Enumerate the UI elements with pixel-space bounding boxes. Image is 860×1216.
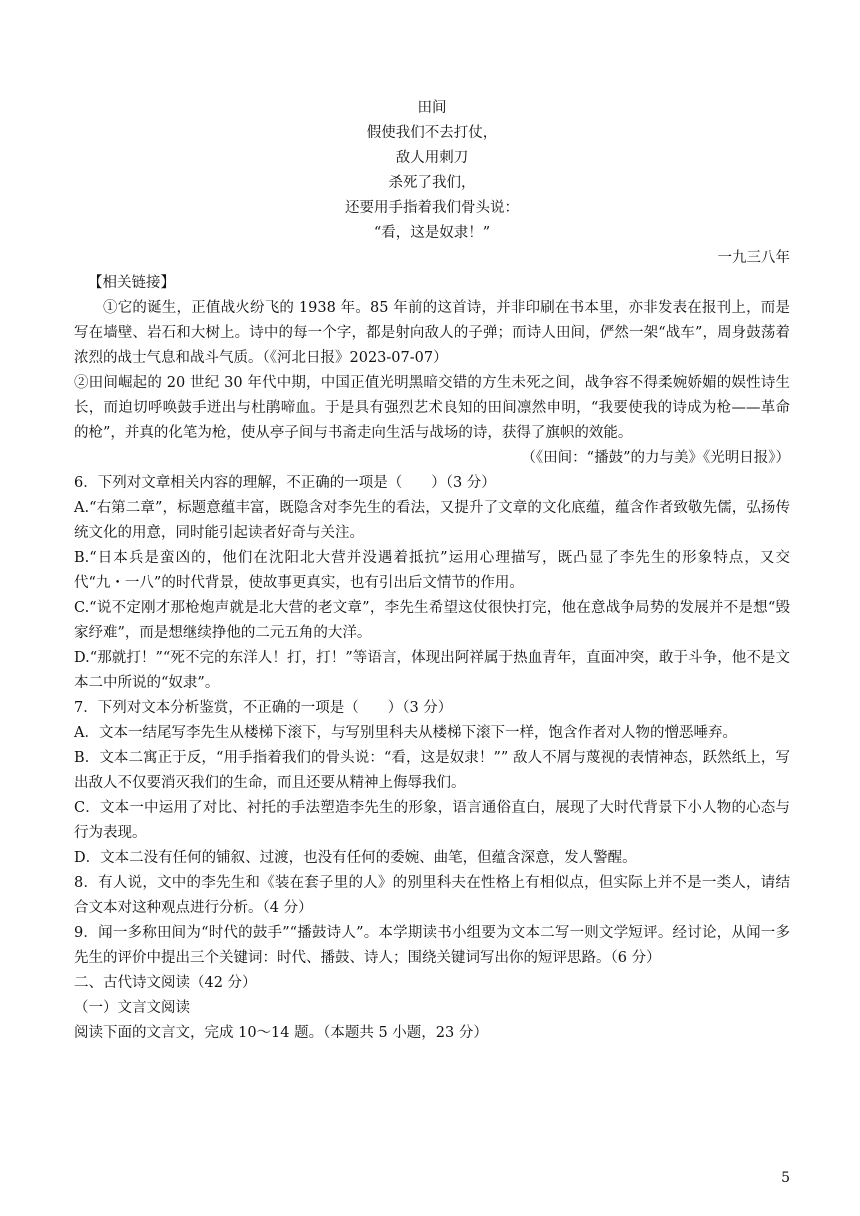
subsection-heading: （一）文言文阅读	[74, 1000, 190, 1016]
poem-line: 杀死了我们，	[388, 175, 476, 191]
related-link-2: ②田间崛起的 20 世纪 30 年代中期，中国正值光明黑暗交错的方生未死之间，战争容不得柔婉娇媚的娱性诗生长，而迫切呼唤鼓手迸出与杜鹃啼血。于是具有强烈艺术良知的田间凛然申明，“我要使我的诗成为枪——革命的枪”，并真的化笔为枪，使从亭子间与书斋走向生活与战场的诗，获得了旗帜的效能。	[74, 375, 790, 441]
related-link-source: （《田间：“播鼓”的力与美》《光明日报》）	[521, 450, 790, 466]
question-6-option-b: B.“日本兵是蛮凶的，他们在沈阳北大营并没遇着抵抗”运用心理描写，既凸显了李先生的形象特点，又交代“九・一八”的时代背景，使故事更真实，也有引出后文情节的作用。	[74, 550, 790, 591]
poem-line: 还要用手指着我们骨头说：	[345, 200, 519, 216]
page-number: 5	[781, 1170, 790, 1186]
question-6-option-c: C.“说不定刚才那枪炮声就是北大营的老文章”，李先生希望这仗很快打完，他在意战争局势的发展并不是想“毁家纾难”，而是想继续挣他的二元五角的大洋。	[74, 600, 790, 641]
poem-line: 假使我们不去打仗，	[366, 125, 498, 141]
page-content	[74, 96, 790, 1046]
reading-instruction: 阅读下面的文言文，完成 10～14 题。（本题共 5 小题，23 分）	[74, 1025, 488, 1041]
poem-date: 一九三八年	[717, 250, 790, 266]
question-6-option-a: A.“右第二章”，标题意蕴丰富，既隐含对李先生的看法，又提升了文章的文化底蕴，蕴含作者致敬先儒，弘扬传统文化的用意，同时能引起读者好奇与关注。	[74, 500, 790, 541]
related-links-heading: 【相关链接】	[88, 275, 175, 291]
question-6-option-d: D.“那就打！”“死不完的东洋人！打，打！”等语言，体现出阿祥属于热血青年，直面冲突，敢于斗争，他不是文本二中所说的“奴隶”。	[74, 650, 790, 691]
question-9: 9．闻一多称田间为“时代的鼓手”“播鼓诗人”。本学期读书小组要为文本二写一则文学短评。经讨论，从闻一多先生的评价中提出三个关键词：时代、播鼓、诗人；围绕关键词写出你的短评思路。（6 分）	[74, 925, 790, 966]
question-7-option-d: D．文本二没有任何的铺叙、过渡，也没有任何的委婉、曲笔，但蕴含深意，发人警醒。	[74, 850, 637, 866]
question-7-option-a: A．文本一结尾写李先生从楼梯下滚下，与写别里科夫从楼梯下滚下一样，饱含作者对人物的憎恶唾弃。	[74, 725, 737, 741]
question-7-option-c: C．文本一中运用了对比、衬托的手法塑造李先生的形象，语言通俗直白，展现了大时代背景下小人物的心态与行为表现。	[74, 800, 790, 841]
question-8: 8．有人说，文中的李先生和《装在套子里的人》的别里科夫在性格上有相似点，但实际上并不是一类人，请结合文本对这种观点进行分析。（4 分）	[74, 875, 790, 916]
question-7-option-b: B．文本二寓正于反，“用手指着我们的骨头说：“看，这是奴隶！”” 敌人不屑与蔑视的表情神态，跃然纸上，写出敌人不仅要消灭我们的生命，而且还要从精神上侮辱我们。	[74, 750, 790, 791]
poem-line: “看，这是奴隶！”	[373, 225, 491, 241]
poem	[74, 96, 790, 246]
question-6-stem: 6．下列对文章相关内容的理解，不正确的一项是（ ）（3 分）	[74, 475, 496, 491]
poem-line: 敌人用刺刀	[395, 150, 469, 166]
section-heading: 二、古代诗文阅读（42 分）	[74, 975, 257, 991]
question-7-stem: 7．下列对文本分析鉴赏，不正确的一项是（ ）（3 分）	[74, 700, 453, 716]
related-link-1: ①它的诞生，正值战火纷飞的 1938 年。85 年前的这首诗，并非印刷在书本里，亦非发表在报刊上，而是写在墙壁、岩石和大树上。诗中的每一个字，都是射向敌人的子弹；而诗人田间，俨然一架“战车”，周身鼓荡着浓烈的战士气息和战斗气质。（《河北日报》2023-07-07）	[74, 300, 790, 366]
poem-title: 田间	[417, 100, 447, 116]
